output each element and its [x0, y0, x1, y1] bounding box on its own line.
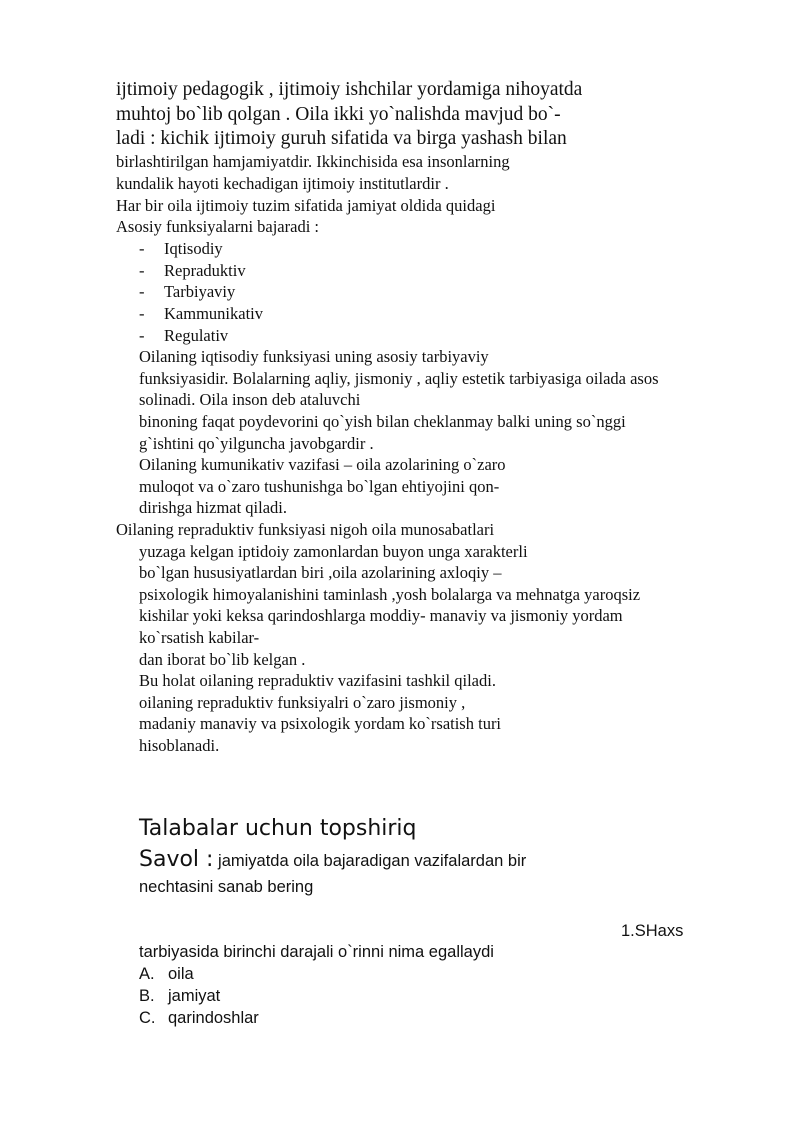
list-item-label: Kammunikativ [164, 304, 263, 323]
text-line: oilaning repraduktiv funksiyalri o`zaro jismoniy , [139, 693, 466, 712]
question-text: tarbiyasida birinchi darajali o`rinni nima egallaydi [139, 943, 494, 961]
list-marker: - [139, 326, 145, 345]
text-line: birlashtirilgan hamjamiyatdir. Ikkinchisida esa insonlarning [116, 152, 510, 171]
list-item-label: Regulativ [164, 326, 229, 345]
option-letter: B. [139, 987, 155, 1005]
list-marker: - [139, 304, 145, 323]
text-line: Bu holat oilaning repraduktiv vazifasini tashkil qiladi. [139, 671, 496, 690]
option-letter: C. [139, 1009, 156, 1027]
savol-text-continued: nechtasini sanab bering [139, 878, 314, 896]
text-line: g`ishtini qo`yilguncha javobgardir . [139, 434, 374, 453]
list-item-label: Repraduktiv [164, 261, 246, 280]
list-item-label: Tarbiyaviy [164, 282, 236, 301]
text-line: madaniy manaviy va psixologik yordam ko`rsatish turi [139, 714, 502, 733]
text-line: Asosiy funksiyalarni bajaradi : [116, 217, 319, 236]
text-line: ladi : kichik ijtimoiy guruh sifatida va birga yashash bilan [116, 128, 567, 149]
option-letter: A. [139, 965, 155, 983]
text-line: binoning faqat poydevorini qo`yish bilan cheklanmay balki uning so`nggi [139, 412, 626, 431]
text-line: kundalik hayoti kechadigan ijtimoiy institutlardir . [116, 174, 449, 193]
text-line: yuzaga kelgan iptidoiy zamonlardan buyon unga xarakterli [139, 542, 528, 561]
option-text: oila [168, 965, 194, 983]
option-text: jamiyat [168, 987, 221, 1005]
text-line: bo`lgan hususiyatlardan biri ,oila azolarining axloqiy – [139, 563, 502, 582]
text-line: kishilar yoki keksa qarindoshlarga moddiy- manaviy va jismoniy yordam [139, 606, 623, 625]
text-line: Oilaning repraduktiv funksiyasi nigoh oila munosabatlari [116, 520, 495, 539]
text-line: dan iborat bo`lib kelgan . [139, 650, 306, 669]
option-text: qarindoshlar [168, 1009, 259, 1027]
text-line: ko`rsatish kabilar- [139, 628, 260, 647]
text-line: dirishga hizmat qiladi. [139, 498, 288, 517]
text-line: muloqot va o`zaro tushunishga bo`lgan ehtiyojini qon- [139, 477, 500, 496]
text-line: muhtoj bo`lib qolgan . Oila ikki yo`nalishda mavjud bo`- [116, 104, 561, 125]
text-line: psixologik himoyalanishini taminlash ,yosh bolalarga va mehnatga yaroqsiz [139, 585, 641, 604]
list-marker: - [139, 239, 145, 258]
text-line: ijtimoiy pedagogik , ijtimoiy ishchilar yordamiga nihoyatda [116, 79, 583, 100]
text-line: solinadi. Oila inson deb ataluvchi [139, 390, 361, 409]
question-number: 1.SHaxs [621, 922, 684, 940]
text-line: hisoblanadi. [139, 736, 220, 755]
text-line: funksiyasidir. Bolalarning aqliy, jismoniy , aqliy estetik tarbiyasiga oilada asos [139, 369, 659, 388]
list-marker: - [139, 282, 145, 301]
list-marker: - [139, 261, 145, 280]
text-line: Har bir oila ijtimoiy tuzim sifatida jamiyat oldida quidagi [116, 196, 496, 215]
text-line: Oilaning kumunikativ vazifasi – oila azolarining o`zaro [139, 455, 506, 474]
text-line: Oilaning iqtisodiy funksiyasi uning asosiy tarbiyaviy [139, 347, 489, 366]
savol-label: Savol : [139, 847, 214, 872]
question-line [139, 849, 526, 872]
task-heading: Talabalar uchun topshiriq [139, 816, 417, 841]
savol-text: jamiyatda oila bajaradigan vazifalardan bir [218, 852, 527, 870]
list-item-label: Iqtisodiy [164, 239, 223, 258]
